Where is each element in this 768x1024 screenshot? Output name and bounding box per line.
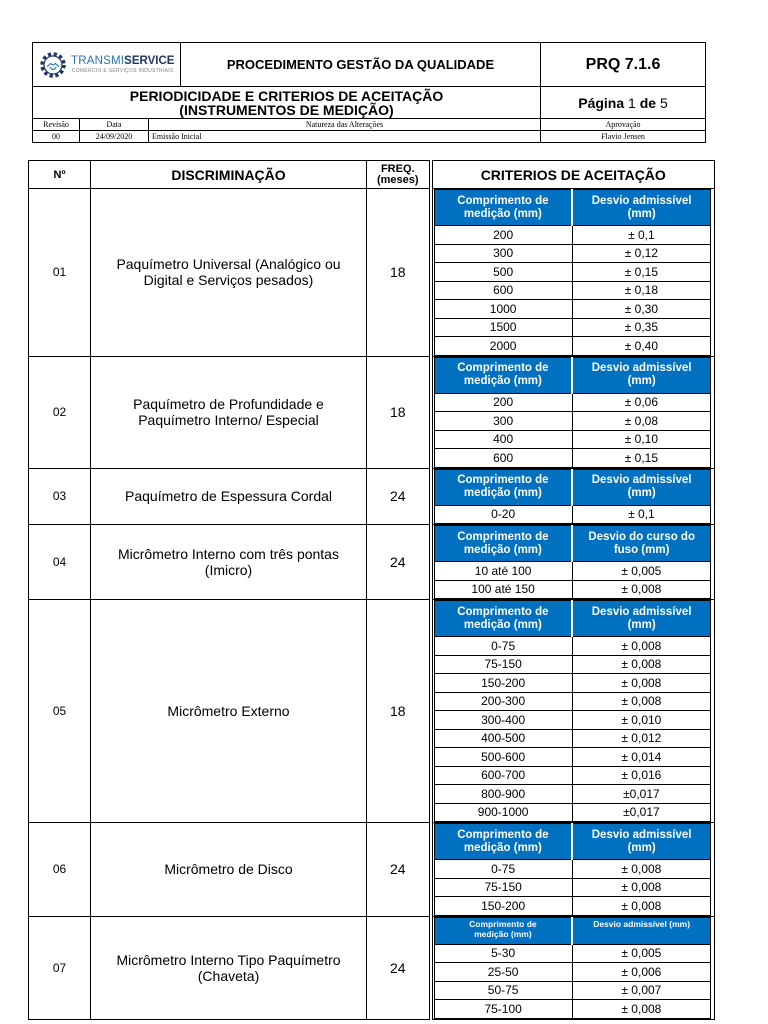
item-frequency: 18	[367, 189, 431, 357]
item-description	[91, 468, 367, 525]
criteria-header-line: Desvio admissível	[591, 362, 692, 374]
logo-name-light: TRANSMI	[71, 55, 125, 67]
criteria-header-line: Desvio admissível	[591, 474, 692, 486]
description-line: Paquímetro Interno/ Especial	[138, 412, 319, 428]
document-code: PRQ 7.1.6	[541, 43, 705, 87]
criteria-row	[434, 244, 711, 263]
criteria-table-header	[434, 469, 711, 505]
criteria-header-line: medição (mm)	[463, 618, 542, 631]
criteria-row	[434, 860, 711, 879]
criteria-row	[434, 318, 711, 337]
length-header	[434, 526, 572, 562]
logo-tagline: COMÉRCIO E SERVIÇOS INDUSTRIAIS	[71, 68, 174, 74]
item-frequency: 18	[367, 356, 431, 468]
company-logo	[33, 43, 181, 87]
allowed-deviation: ± 0,06	[572, 393, 710, 412]
item-number: 03	[29, 468, 91, 525]
criteria-header-row	[434, 190, 711, 226]
criteria-row	[434, 637, 711, 656]
page-of: de	[639, 94, 657, 111]
criteria-header-line: Desvio admissível	[591, 828, 692, 841]
allowed-deviation: ± 0,35	[572, 318, 710, 337]
criteria-table-header	[434, 357, 711, 393]
document-title	[33, 87, 541, 119]
criteria-table	[434, 600, 712, 822]
criteria-row	[434, 580, 711, 599]
allowed-deviation: ±0,017	[572, 785, 710, 804]
criteria-cell	[431, 600, 715, 823]
description-line: Paquímetro de Profundidade e	[133, 396, 324, 412]
measurement-length: 600	[434, 449, 572, 468]
deviation-header	[572, 190, 710, 226]
measurement-length: 150-200	[434, 674, 572, 693]
measurement-length: 200	[434, 393, 572, 412]
measurement-length: 600	[434, 281, 572, 300]
criteria-column-header: CRITERIOS DE ACEITAÇÃO	[431, 161, 715, 189]
criteria-header-line: Comprimento de	[457, 530, 549, 543]
criteria-header-row	[434, 917, 711, 944]
page-label: Página	[578, 94, 625, 111]
criteria-row	[434, 878, 711, 897]
criteria-header-line: Comprimento de	[457, 362, 549, 374]
instrument-row	[29, 468, 715, 525]
number-column-header: Nº	[29, 161, 91, 189]
measurement-length: 25-50	[434, 963, 572, 982]
criteria-row	[434, 505, 711, 524]
criteria-row	[434, 803, 711, 822]
allowed-deviation: ± 0,005	[572, 944, 710, 963]
revision-number: 00	[33, 131, 80, 142]
allowed-deviation: ± 0,40	[572, 337, 710, 356]
measurement-length: 200-300	[434, 692, 572, 711]
measurement-length: 0-20	[434, 505, 572, 524]
criteria-table-body	[434, 860, 711, 916]
description-line: Micrômetro de Disco	[164, 861, 293, 878]
measurement-length: 400	[434, 430, 572, 449]
instrument-row	[29, 823, 715, 917]
criteria-table-body	[434, 562, 711, 599]
criteria-row	[434, 393, 711, 412]
allowed-deviation: ± 0,18	[572, 281, 710, 300]
change-nature-column-header: Natureza das Alterações	[149, 119, 541, 130]
criteria-table-header	[434, 824, 711, 860]
allowed-deviation: ± 0,014	[572, 748, 710, 767]
measurement-length: 0-75	[434, 637, 572, 656]
criteria-cell	[431, 823, 715, 917]
criteria-row	[434, 748, 711, 767]
criteria-row	[434, 337, 711, 356]
description-line: (Imicro)	[204, 562, 253, 578]
description-column-header: DISCRIMINAÇÃO	[91, 161, 367, 189]
measurement-length: 50-75	[434, 981, 572, 1000]
criteria-row	[434, 430, 711, 449]
item-description	[91, 823, 367, 917]
document-title-line: PERIODICIDADE E CRITERIOS DE ACEITAÇÃO	[129, 87, 444, 104]
criteria-header-line: Desvio admissível (mm)	[593, 918, 691, 929]
page-indicator-text	[578, 95, 668, 111]
allowed-deviation: ± 0,30	[572, 300, 710, 319]
criteria-table-body	[434, 505, 711, 524]
criteria-row	[434, 412, 711, 431]
criteria-header-line: Comprimento de	[469, 918, 537, 929]
logo-wordmark	[71, 55, 174, 68]
criteria-header-line: medição (mm)	[463, 841, 542, 854]
allowed-deviation: ± 0,008	[572, 674, 710, 693]
allowed-deviation: ± 0,008	[572, 655, 710, 674]
allowed-deviation: ± 0,15	[572, 449, 710, 468]
length-header	[434, 357, 572, 393]
measurement-length: 1000	[434, 300, 572, 319]
measurement-length: 300	[434, 244, 572, 263]
criteria-table	[434, 189, 712, 356]
measurement-length: 300	[434, 412, 572, 431]
criteria-row	[434, 766, 711, 785]
allowed-deviation: ± 0,012	[572, 729, 710, 748]
allowed-deviation: ± 0,008	[572, 878, 710, 897]
instrument-row	[29, 189, 715, 357]
criteria-header-line: Desvio admissível	[591, 605, 692, 618]
description-line: (Chaveta)	[197, 967, 260, 984]
gear-icon	[39, 51, 67, 79]
criteria-row	[434, 674, 711, 693]
criteria-table-body	[434, 944, 711, 1018]
criteria-header-line: Comprimento de	[457, 474, 549, 486]
criteria-header-line: fuso (mm)	[613, 543, 670, 556]
criteria-row	[434, 692, 711, 711]
measurement-length: 75-100	[434, 1000, 572, 1019]
item-number: 05	[29, 600, 91, 823]
criteria-cell	[431, 916, 715, 1019]
item-number: 06	[29, 823, 91, 917]
measurement-length: 400-500	[434, 729, 572, 748]
frequency-header-line: FREQ.	[380, 162, 415, 175]
criteria-header-line: (mm)	[627, 375, 656, 387]
criteria-row	[434, 785, 711, 804]
length-header	[434, 601, 572, 637]
criteria-header-row	[434, 469, 711, 505]
allowed-deviation: ± 0,1	[572, 226, 710, 245]
revision-column-header: Revisão	[33, 119, 80, 130]
length-header	[434, 190, 572, 226]
criteria-table-header	[434, 190, 711, 226]
allowed-deviation: ± 0,008	[572, 637, 710, 656]
criteria-row	[434, 562, 711, 581]
item-description	[91, 525, 367, 600]
instrument-row	[29, 525, 715, 600]
revision-header-row	[33, 119, 705, 131]
measurement-length: 5-30	[434, 944, 572, 963]
allowed-deviation: ± 0,006	[572, 963, 710, 982]
allowed-deviation: ± 0,08	[572, 412, 710, 431]
criteria-table-header	[434, 601, 711, 637]
criteria-header-row	[434, 601, 711, 637]
description-line: Paquímetro de Espessura Cordal	[125, 488, 332, 505]
criteria-table	[434, 469, 712, 525]
criteria-table-header	[434, 526, 711, 562]
measurement-length: 500	[434, 263, 572, 282]
criteria-table-body	[434, 226, 711, 356]
instruments-table-body	[29, 189, 715, 1020]
measurement-length: 500-600	[434, 748, 572, 767]
criteria-header-line: (mm)	[627, 207, 656, 220]
criteria-row	[434, 300, 711, 319]
logo-text	[71, 55, 174, 74]
criteria-header-line: medição (mm)	[463, 543, 542, 556]
allowed-deviation: ± 0,008	[572, 580, 710, 599]
length-header	[434, 824, 572, 860]
criteria-row	[434, 944, 711, 963]
criteria-row	[434, 449, 711, 468]
measurement-length: 900-1000	[434, 803, 572, 822]
criteria-header-row	[434, 526, 711, 562]
measurement-length: 600-700	[434, 766, 572, 785]
criteria-table	[434, 823, 712, 916]
frequency-header-line: (meses)	[376, 173, 419, 186]
measurement-length: 300-400	[434, 711, 572, 730]
allowed-deviation: ± 0,008	[572, 860, 710, 879]
allowed-deviation: ± 0,15	[572, 263, 710, 282]
page-total: 5	[659, 94, 668, 111]
approval-column-header: Aprovação	[605, 120, 641, 129]
criteria-header-line: medição (mm)	[463, 207, 542, 220]
item-frequency: 24	[367, 823, 431, 917]
deviation-header	[572, 824, 710, 860]
item-number: 02	[29, 356, 91, 468]
criteria-cell	[431, 525, 715, 600]
criteria-row	[434, 963, 711, 982]
measurement-length: 0-75	[434, 860, 572, 879]
measurement-length: 10 até 100	[434, 562, 572, 581]
instruments-table	[28, 160, 715, 1020]
allowed-deviation: ± 0,007	[572, 981, 710, 1000]
page-current: 1	[628, 94, 636, 111]
measurement-length: 1500	[434, 318, 572, 337]
item-frequency: 24	[367, 468, 431, 525]
criteria-header-line: Comprimento de	[457, 605, 549, 618]
criteria-row	[434, 1000, 711, 1019]
document-title-line: (INSTRUMENTOS DE MEDIÇÃO)	[179, 101, 394, 118]
criteria-cell	[431, 468, 715, 525]
measurement-length: 2000	[434, 337, 572, 356]
criteria-table-body	[434, 637, 711, 822]
length-header	[434, 469, 572, 505]
allowed-deviation: ± 0,008	[572, 1000, 710, 1019]
allowed-deviation: ±0,017	[572, 803, 710, 822]
logo-name-bold: SERVICE	[124, 55, 175, 67]
allowed-deviation: ± 0,12	[572, 244, 710, 263]
criteria-header-line: Comprimento de	[457, 828, 549, 841]
criteria-row	[434, 655, 711, 674]
allowed-deviation: ± 0,005	[572, 562, 710, 581]
criteria-header-line: (mm)	[627, 487, 656, 499]
deviation-header	[572, 526, 710, 562]
criteria-header-line: Comprimento de	[457, 194, 549, 207]
allowed-deviation: ± 0,010	[572, 711, 710, 730]
document-header	[32, 42, 706, 143]
criteria-table	[434, 357, 712, 468]
item-description	[91, 356, 367, 468]
measurement-length: 75-150	[434, 878, 572, 897]
criteria-row	[434, 897, 711, 916]
description-line: Micrômetro Interno com três pontas	[118, 546, 339, 562]
item-number: 04	[29, 525, 91, 600]
criteria-header-line: Desvio admissível	[591, 194, 692, 207]
instruments-table-header	[29, 161, 715, 189]
criteria-table	[434, 525, 712, 599]
instrument-row	[29, 600, 715, 823]
item-frequency: 24	[367, 525, 431, 600]
criteria-header-row	[434, 357, 711, 393]
deviation-header	[572, 357, 710, 393]
criteria-header-line: medição (mm)	[463, 487, 542, 499]
allowed-deviation: ± 0,008	[572, 897, 710, 916]
length-header	[434, 917, 572, 944]
allowed-deviation: ± 0,10	[572, 430, 710, 449]
item-description	[91, 189, 367, 357]
page-indicator	[541, 87, 705, 119]
allowed-deviation: ± 0,016	[572, 766, 710, 785]
deviation-header	[572, 469, 710, 505]
deviation-header	[572, 601, 710, 637]
description-line: Digital e Serviços pesados)	[143, 272, 314, 289]
criteria-header-line: medição (mm)	[463, 375, 542, 387]
measurement-length: 150-200	[434, 897, 572, 916]
description-line: Micrômetro Externo	[167, 703, 290, 719]
criteria-cell	[431, 356, 715, 468]
measurement-length: 100 até 150	[434, 580, 572, 599]
criteria-table-body	[434, 393, 711, 467]
criteria-row	[434, 263, 711, 282]
change-nature: Emissão Inicial	[149, 131, 541, 142]
revision-date: 24/09/2020	[80, 131, 149, 142]
criteria-table-header	[434, 917, 711, 944]
procedure-title: PROCEDIMENTO GESTÃO DA QUALIDADE	[181, 43, 541, 87]
criteria-header-line: (mm)	[627, 618, 656, 631]
criteria-row	[434, 711, 711, 730]
header-row	[29, 161, 715, 189]
description-line: Micrômetro Interno Tipo Paquímetro	[116, 951, 341, 968]
item-description	[91, 600, 367, 823]
criteria-row	[434, 281, 711, 300]
instrument-row	[29, 356, 715, 468]
criteria-cell	[431, 189, 715, 357]
approved-by: Flavio Jensen	[601, 132, 645, 141]
criteria-row	[434, 981, 711, 1000]
frequency-column-header	[367, 161, 431, 189]
description-line: Paquímetro Universal (Analógico ou	[116, 256, 341, 273]
instrument-row	[29, 916, 715, 1019]
measurement-length: 75-150	[434, 655, 572, 674]
item-frequency: 18	[367, 600, 431, 823]
criteria-header-line: medição (mm)	[474, 928, 532, 939]
measurement-length: 800-900	[434, 785, 572, 804]
criteria-header-line: Desvio do curso do	[588, 530, 695, 543]
date-column-header: Data	[80, 119, 149, 130]
criteria-row	[434, 729, 711, 748]
item-frequency: 24	[367, 916, 431, 1019]
criteria-header-line: (mm)	[627, 841, 656, 854]
allowed-deviation: ± 0,1	[572, 505, 710, 524]
criteria-table	[434, 917, 712, 1019]
item-number: 01	[29, 189, 91, 357]
deviation-header	[572, 917, 710, 944]
allowed-deviation: ± 0,008	[572, 692, 710, 711]
revision-row	[33, 131, 705, 142]
criteria-header-row	[434, 824, 711, 860]
item-number: 07	[29, 916, 91, 1019]
item-description	[91, 916, 367, 1019]
criteria-row	[434, 226, 711, 245]
measurement-length: 200	[434, 226, 572, 245]
